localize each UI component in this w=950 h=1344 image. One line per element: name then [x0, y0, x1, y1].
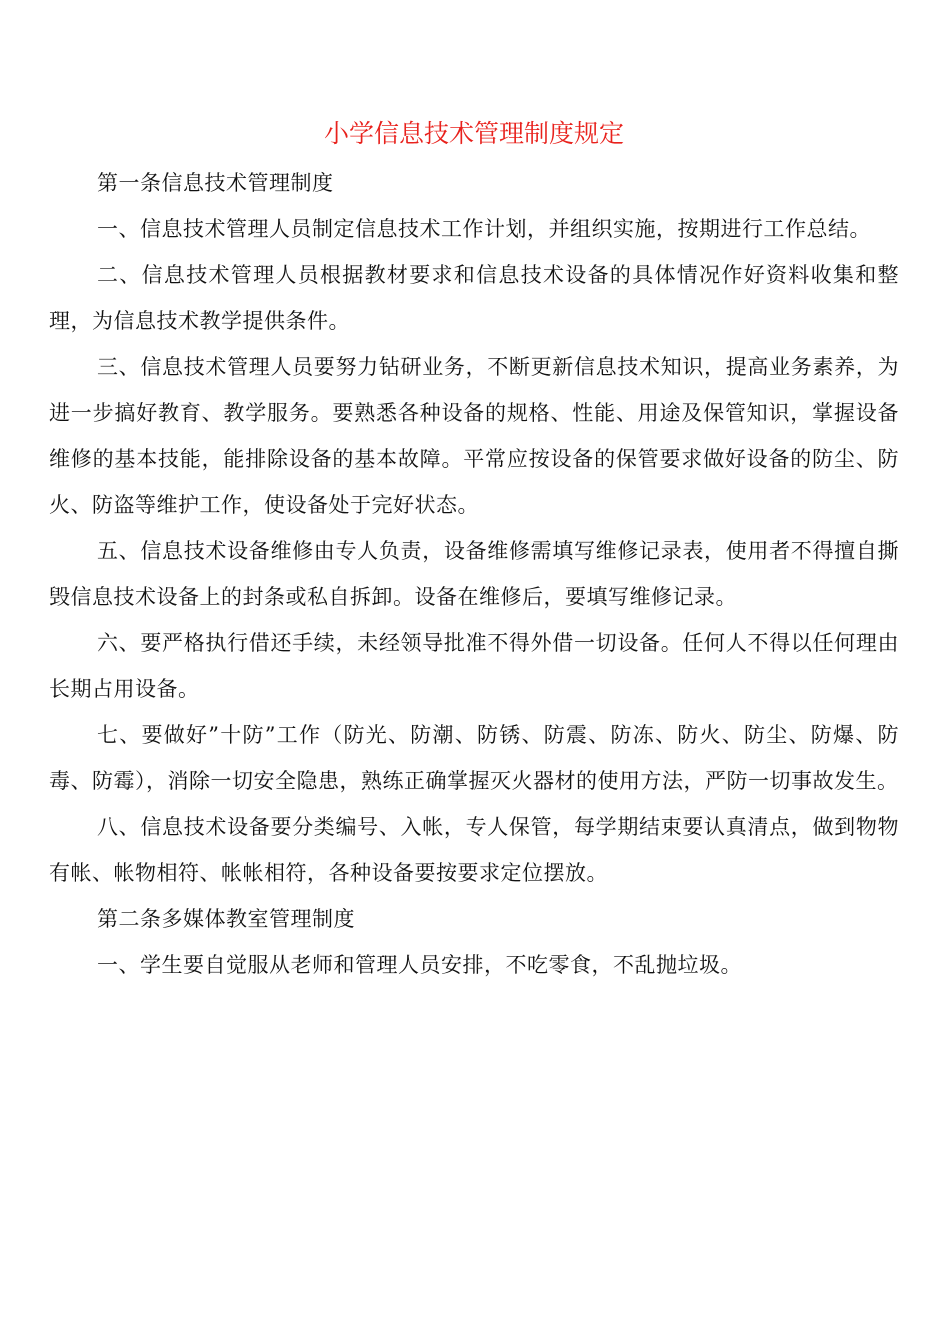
paragraph-item-2: 二、信息技术管理人员根据教材要求和信息技术设备的具体情况作好资料收集和整理，为信息技术教学提供条件。 [49, 263, 899, 333]
paragraph-item-5: 五、信息技术设备维修由专人负责，设备维修需填写维修记录表，使用者不得擅自撕毁信息技术设备上的封条或私自拆卸。设备在维修后，要填写维修记录。 [49, 539, 899, 609]
document-title: 小学信息技术管理制度规定 [323, 119, 624, 148]
paragraph-item-3: 三、信息技术管理人员要努力钻研业务，不断更新信息技术知识，提高业务素养，为进一步搞好教育、教学服务。要熟悉各种设备的规格、性能、用途及保管知识，掌握设备维修的基本技能，能排除设备的基本故障。平常应按设备的保管要求做好设备的防尘、防火、防盗等维护工作，使设备处于完好状态。 [49, 355, 899, 517]
section-heading-1: 第一条信息技术管理制度 [97, 171, 334, 195]
paragraph-item-9: 一、学生要自觉服从老师和管理人员安排，不吃零食，不乱抛垃圾。 [97, 953, 742, 977]
paragraph-item-7: 七、要做好”十防”工作（防光、防潮、防锈、防震、防冻、防火、防尘、防爆、防毒、防霉），消除一切安全隐患，熟练正确掌握灭火器材的使用方法，严防一切事故发生。 [49, 723, 899, 793]
paragraph-item-1: 一、信息技术管理人员制定信息技术工作计划，并组织实施，按期进行工作总结。 [97, 217, 871, 241]
section-heading-2: 第二条多媒体教室管理制度 [97, 907, 355, 931]
document-page [49, 112, 899, 988]
paragraph-item-8: 八、信息技术设备要分类编号、入帐，专人保管，每学期结束要认真清点，做到物物有帐、帐物相符、帐帐相符，各种设备要按要求定位摆放。 [49, 815, 899, 885]
paragraph-item-6: 六、要严格执行借还手续，未经领导批准不得外借一切设备。任何人不得以任何理由长期占用设备。 [49, 631, 899, 701]
